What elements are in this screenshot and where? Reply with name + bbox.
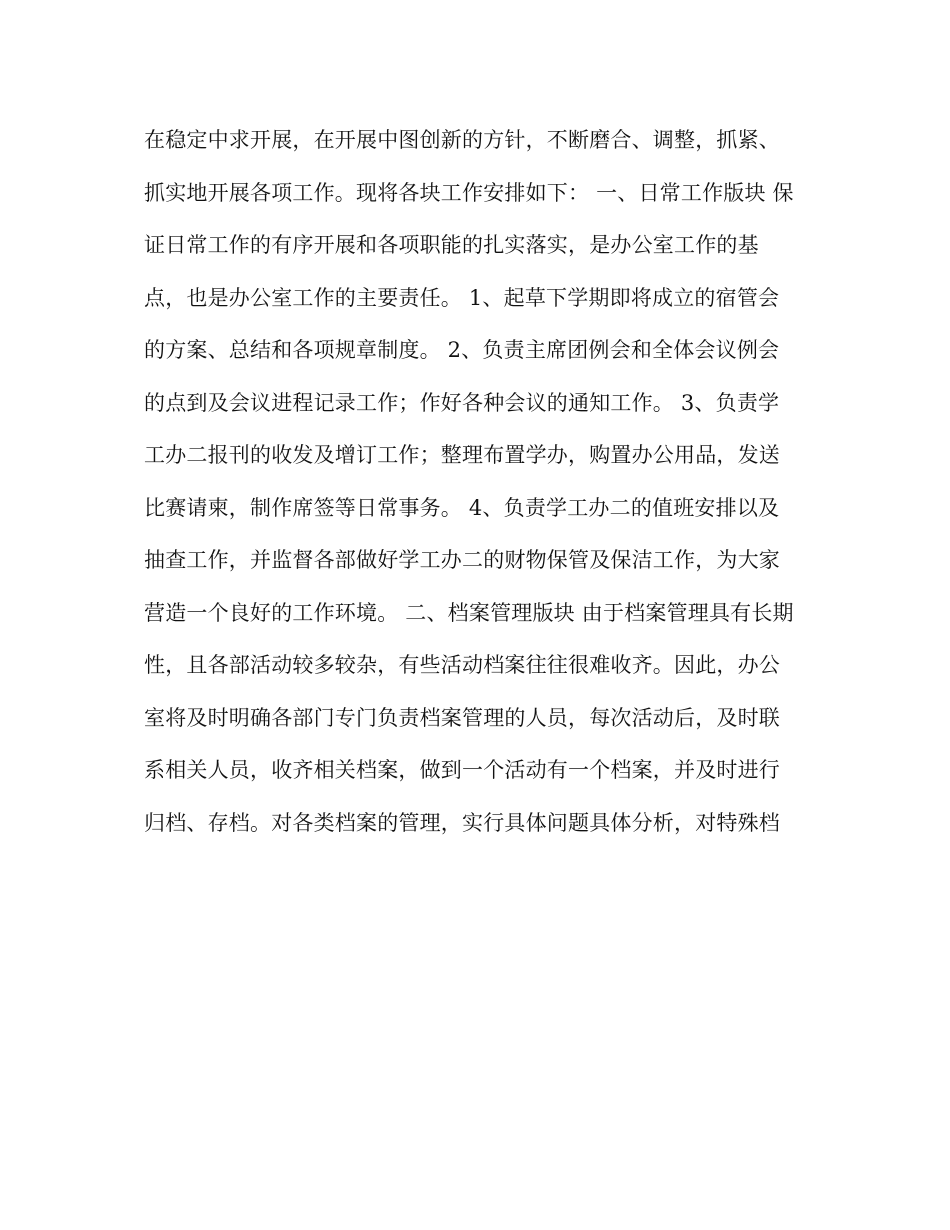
text-line: 系相关人员，收齐相关档案，做到一个活动有一个档案，并及时进行	[144, 758, 780, 782]
text-line: 证日常工作的有序开展和各项职能的扎实落实，是办公室工作的基	[144, 233, 759, 257]
text-line: 性，且各部活动较多较杂，有些活动档案往往很难收齐。因此，办公	[144, 653, 780, 677]
body-text	[144, 114, 824, 849]
text-line: 室将及时明确各部门专门负责档案管理的人员，每次活动后，及时联	[144, 705, 780, 730]
text-line: 工办二报刊的收发及增订工作；整理布置学办，购置办公用品，发送	[144, 443, 780, 467]
text-line: 抓实地开展各项工作。现将各块工作安排如下： 一、日常工作版块 保	[144, 180, 794, 205]
text-line: 归档、存档。对各类档案的管理，实行具体问题具体分析，对特殊档	[144, 810, 780, 835]
text-line: 抽查工作，并监督各部做好学工办二的财物保管及保洁工作，为大家	[144, 548, 780, 572]
text-line: 营造一个良好的工作环境。 二、档案管理版块 由于档案管理具有长期	[144, 600, 794, 625]
text-line: 在稳定中求开展，在开展中图创新的方针，不断磨合、调整，抓紧、	[144, 128, 780, 152]
text-line: 的点到及会议进程记录工作；作好各种会议的通知工作。 3、负责学	[144, 390, 780, 415]
text-line: 比赛请柬，制作席签等日常事务。 4、负责学工办二的值班安排以及	[144, 495, 780, 520]
text-line: 点，也是办公室工作的主要责任。 1、起草下学期即将成立的宿管会	[144, 285, 780, 310]
text-line: 的方案、总结和各项规章制度。 2、负责主席团例会和全体会议例会	[144, 338, 780, 362]
